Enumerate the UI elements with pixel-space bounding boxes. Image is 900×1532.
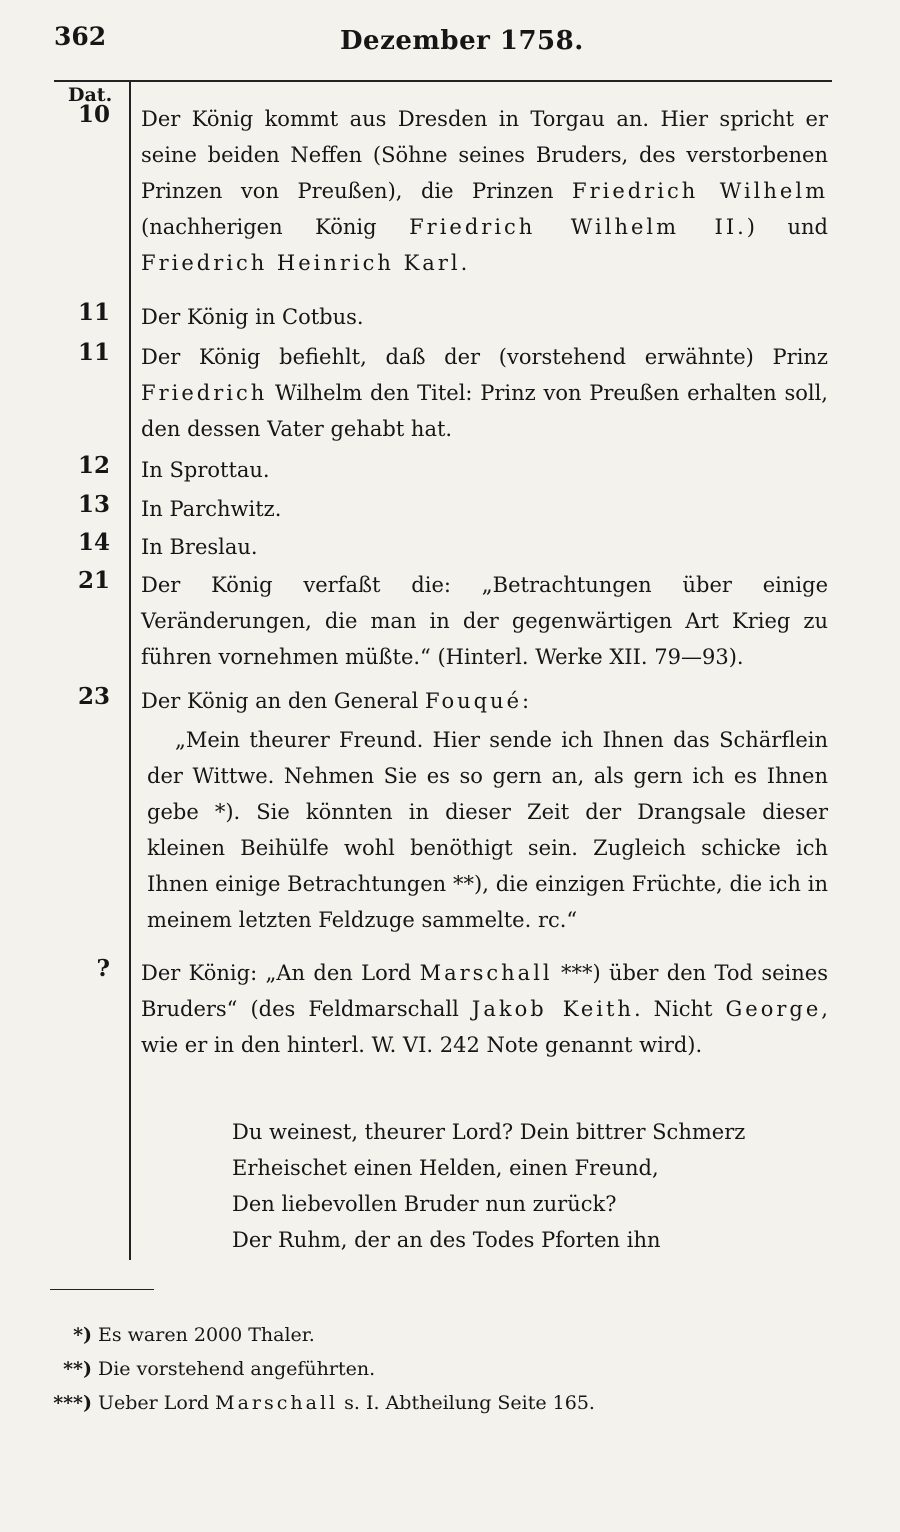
entry-date: 11 [77, 339, 110, 366]
footnote-text: Die vorstehend angeführten. [98, 1358, 376, 1380]
entry-date: 21 [77, 567, 110, 594]
footnote-text: Ueber Lord [98, 1392, 210, 1414]
entry-text: Der König an den General Fouqué: [141, 689, 530, 713]
entry-date: 13 [77, 491, 110, 518]
entry-text: In Parchwitz. [141, 497, 282, 521]
footnote-rule [50, 1289, 154, 1290]
footnote-mark: *) [73, 1324, 92, 1346]
poem [232, 1114, 832, 1258]
entry-date: 23 [77, 683, 110, 710]
entry-date: 12 [77, 452, 110, 479]
date-column-heading: Dat. [68, 84, 113, 106]
entry-text: Der König befiehlt, daß der (vorstehend erwähnte) Prinz Friedrich Wilhelm den Titel: Prinz von Preußen erhalten soll, den dessen Vater gehabt hat. [141, 345, 828, 441]
poem-line: Erheischet einen Helden, einen Freund, [232, 1156, 659, 1180]
poem-line: Du weinest, theurer Lord? Dein bittrer Schmerz [232, 1120, 746, 1144]
entry-date: 10 [77, 101, 110, 128]
entry-text: Der König: „An den Lord Marschall ***) über den Tod seines Bruders“ (des Feldmarschall Jakob Keith. Nicht George, wie er in den hinterl. W. VI. 242 Note genannt wird). [141, 961, 828, 1057]
header-rule [54, 80, 832, 82]
entry-date: 11 [77, 299, 110, 326]
footnote-text: s. I. Abtheilung Seite 165. [344, 1392, 595, 1414]
person-name: Marschall [419, 961, 553, 985]
entry-date: ? [96, 955, 110, 982]
entry-text: Der König in Cotbus. [141, 305, 364, 329]
footnote [48, 1386, 595, 1420]
running-head: Dezember 1758. [340, 26, 584, 56]
person-name: Jakob Keith [471, 997, 634, 1021]
entry-text: Der König verfaßt die: „Betrachtungen über einige Veränderungen, die man in der gegenwärtigen Art Krieg zu führen vornehmen müßte.“ (Hinterl. Werke XII. 79—93). [141, 573, 828, 669]
entry-text: Der König kommt aus Dresden in Torgau an. Hier spricht er seine beiden Neffen (Söhne seines Bruders, des verstorbenen Prinzen von Preußen), die Prinzen Friedrich Wilhelm (nachherigen König Friedrich Wilhelm II.) und Friedrich Heinrich Karl. [141, 107, 828, 275]
entry-date: 14 [77, 529, 110, 556]
footnotes [48, 1318, 595, 1420]
person-name: Friedrich Wilhelm [572, 179, 828, 203]
column-divider [129, 82, 131, 1260]
footnote [48, 1318, 595, 1352]
letter-quote: „Mein theurer Freund. Hier sende ich Ihnen das Schärflein der Wittwe. Nehmen Sie es so gern an, als gern ich es Ihnen gebe *). Sie könnten in dieser Zeit der Drangsale dieser kleinen Beihülfe wohl benöthigt sein. Zugleich schicke ich Ihnen einige Betrachtungen **), die einzigen Früchte, die ich in meinem letzten Feldzuge sammelte. rc.“ [147, 728, 828, 932]
person-name: Friedrich Heinrich Karl [141, 251, 461, 275]
person-name: Friedrich Wilhelm II. [409, 215, 747, 239]
person-name: George [725, 997, 822, 1021]
entry-text: In Sprottau. [141, 458, 270, 482]
poem-line: Den liebevollen Bruder nun zurück? [232, 1192, 617, 1216]
entry-text: In Breslau. [141, 535, 258, 559]
footnote-mark: ***) [53, 1392, 92, 1414]
poem-line: Der Ruhm, der an des Todes Pforten ihn [232, 1228, 661, 1252]
person-name: Friedrich [141, 381, 268, 405]
footnote-text: Es waren 2000 Thaler. [98, 1324, 315, 1346]
page-number: 362 [54, 22, 107, 51]
person-name: Marschall [215, 1392, 339, 1414]
footnote [48, 1352, 595, 1386]
footnote-mark: **) [63, 1358, 92, 1380]
person-name: Fouqué [425, 689, 523, 713]
